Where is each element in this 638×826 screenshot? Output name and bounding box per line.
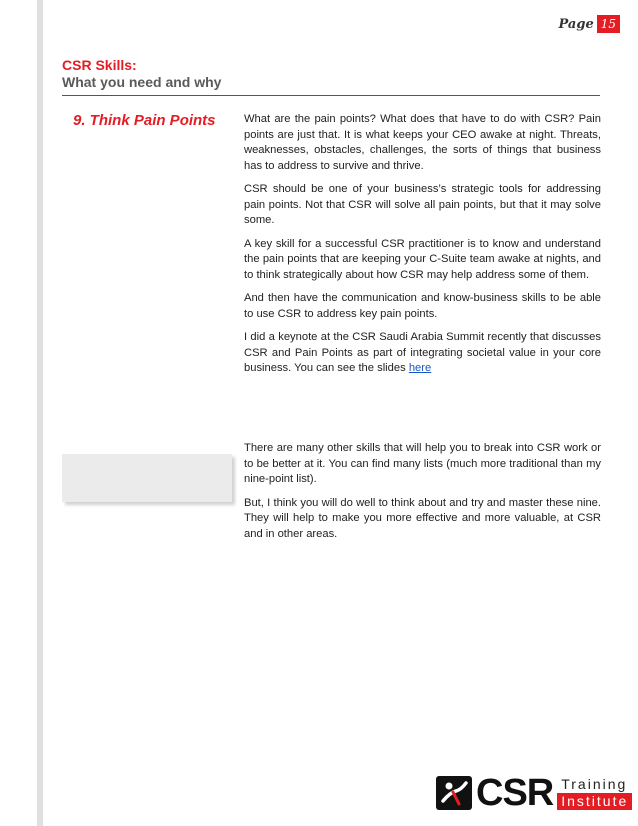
paragraph: But, I think you will do well to think about and try and master these nine. They will help to make you more effective and more valuable, at CSR and in other areas. — [244, 496, 601, 540]
logo-training-text: Training — [561, 776, 628, 792]
section-body — [244, 112, 601, 385]
document-title: CSR Skills: — [62, 57, 137, 73]
document-subtitle: What you need and why — [62, 74, 222, 90]
logo-csr-text: CSR — [476, 772, 554, 814]
paragraph: There are many other skills that will help you to break into CSR work or to be better at it. You can find many lists (much more traditional than my nine-point list). — [244, 442, 601, 485]
slides-link[interactable]: here — [408, 362, 432, 374]
paragraph: And then have the communication and know-business skills to be able to use CSR to address key pain points. — [244, 292, 601, 320]
runner-figure-icon — [436, 776, 472, 810]
csr-training-institute-logo — [436, 772, 632, 814]
keynote-text: I did a keynote at the CSR Saudi Arabia Summit recently that discusses CSR and Pain Points as part of integrating societal value in your core business. You can see the slides — [244, 331, 601, 374]
closing-body — [244, 441, 601, 550]
paragraph: A key skill for a successful CSR practitioner is to know and understand the pain points that are keeping your C-Suite team awake at nights, and to think strategically about how CSR may help address some of them. — [244, 237, 601, 281]
logo-institute-text: Institute — [557, 793, 632, 810]
page-label: Page — [558, 16, 594, 32]
page-number — [559, 15, 621, 33]
paragraph: CSR should be one of your business’s strategic tools for addressing pain points. Not that CSR will solve all pain points, but that it may solve some. — [244, 183, 601, 226]
sidebar-callout-box — [62, 454, 232, 502]
paragraph: What are the pain points? What does that have to do with CSR? Pain points are just that. It is what keeps your CEO awake at night. Threats, weaknesses, obstacles, challenges, the sorts of things that business has to address to survive and thrive. — [244, 113, 601, 172]
section-heading: 9. Think Pain Points — [73, 112, 216, 129]
header-divider — [62, 95, 600, 96]
left-margin-bar — [37, 0, 43, 826]
keynote-paragraph — [244, 330, 601, 377]
page-number-box: 15 — [597, 15, 620, 33]
